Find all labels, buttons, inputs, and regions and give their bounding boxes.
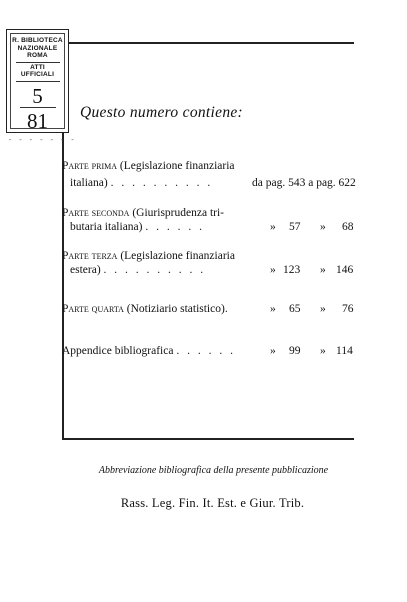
stamp-line-2: NAZIONALE [17, 44, 58, 52]
stamp-line-3: ROMA [27, 52, 48, 59]
entry-mark: » [320, 303, 326, 315]
entry-page-to: 68 [342, 221, 354, 233]
abbreviation-value: Rass. Leg. Fin. It. Est. e Giur. Trib. [120, 496, 305, 510]
entry-line [62, 160, 235, 172]
entry-line [62, 250, 235, 262]
entry-title: (Legislazione finanziaria [119, 160, 235, 172]
entry-mark: » [320, 345, 326, 357]
entry-line [62, 345, 235, 357]
entry-mark: » [270, 303, 276, 315]
entry-title: Appendice bibliografica [62, 345, 174, 357]
entry-pages: da pag. 543 a pag. 622 [252, 177, 356, 189]
entry-leader-dots: . . . . . . [145, 221, 205, 233]
contents-heading: Questo numero contiene: [80, 104, 244, 121]
entry-line [62, 207, 224, 219]
bottom-rule [62, 438, 354, 440]
entry-mark: » [270, 345, 276, 357]
entry-page-from: 57 [289, 221, 301, 233]
entry-page-to: 76 [342, 303, 354, 315]
entry-title: (Legislazione finanziaria [120, 250, 235, 262]
entry-mark: » [270, 221, 276, 233]
entry-title-cont: italiana) [70, 177, 108, 189]
stamp-number-bottom: 81 [27, 108, 48, 133]
entry-title-cont: estera) [70, 264, 101, 276]
stamp-separator [16, 62, 60, 63]
stamp-line-4: ATTI [30, 63, 45, 71]
entry-page-to: 114 [336, 345, 353, 357]
entry-part: Parte quarta [62, 303, 124, 315]
abbreviation-label: Abbreviazione bibliografica della presente pubblicazione [98, 465, 329, 476]
entry-leader-dots: . . . . . . . . . . [110, 177, 213, 189]
entry-title-cont: butaria italiana) [70, 221, 143, 233]
stamp-line-5: UFFICIALI [20, 71, 55, 78]
entry-part: Parte seconda [62, 207, 130, 219]
entry-page-from: 123 [283, 264, 301, 276]
entry-title: (Giurisprudenza tri- [132, 207, 224, 219]
entry-line [62, 303, 230, 315]
entry-line [70, 264, 206, 276]
library-stamp [6, 29, 69, 133]
entry-leader-dots: . . . . . . [176, 345, 236, 357]
entry-mark: » [270, 264, 276, 276]
entry-part: Parte prima [62, 160, 118, 172]
entry-part: Parte terza [62, 250, 118, 262]
stamp-inner-border [10, 33, 65, 133]
entry-page-to: 146 [336, 264, 354, 276]
stamp-number-top: 5 [32, 83, 43, 108]
entry-title: (Notiziario statistico) [126, 303, 225, 315]
frame-top-border [62, 42, 354, 44]
stamp-dashes: - - - - - - - [8, 137, 76, 145]
entry-page-from: 99 [289, 345, 301, 357]
stamp-line-1: R. BIBLIOTECA [12, 37, 63, 44]
entry-leader-dots: . . . . . . . . . . [103, 264, 206, 276]
stamp-separator [16, 81, 60, 82]
entry-line [70, 177, 213, 189]
entry-line [70, 221, 204, 233]
entry-page-from: 65 [289, 303, 301, 315]
entry-leader-dots: . [224, 303, 231, 315]
entry-mark: » [320, 264, 326, 276]
entry-mark: » [320, 221, 326, 233]
